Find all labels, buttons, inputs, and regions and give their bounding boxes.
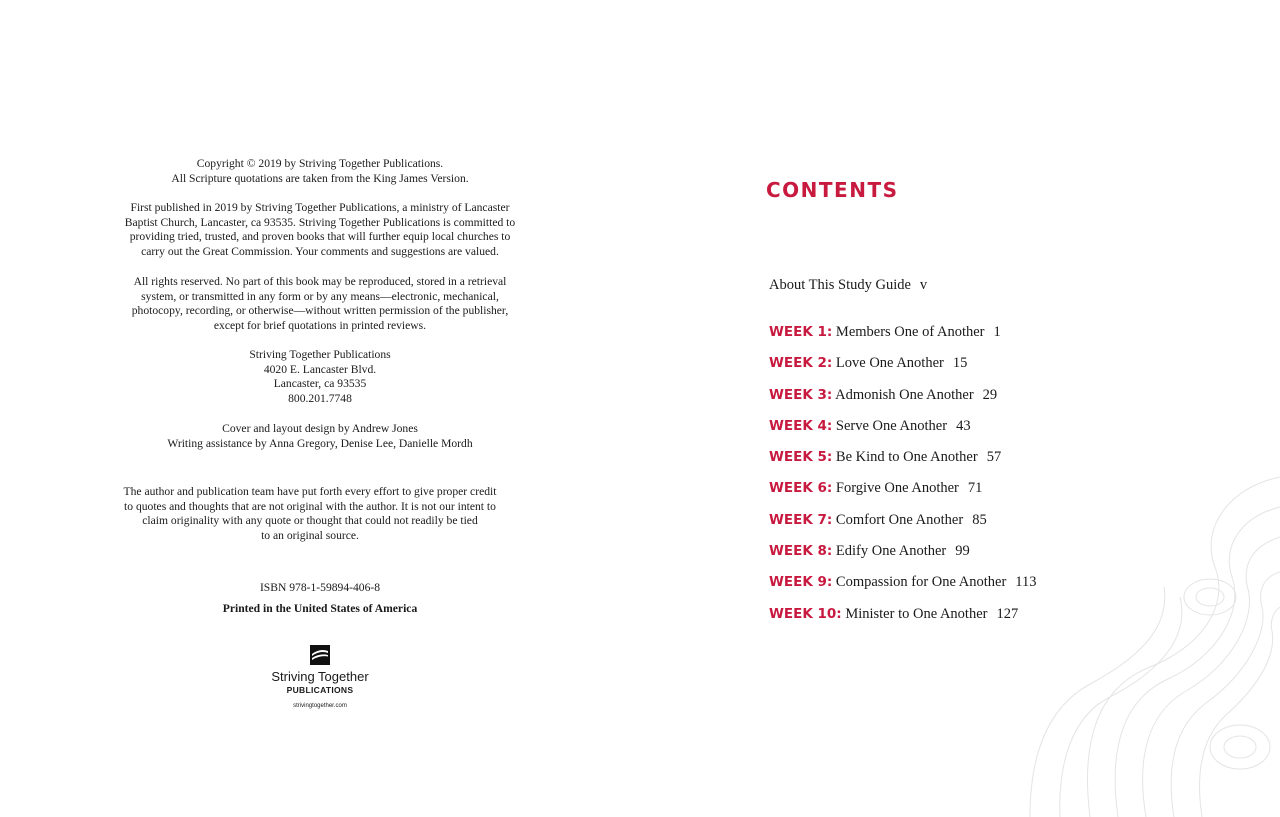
text-line: carry out the Great Commission. Your comments and suggestions are valued. bbox=[141, 245, 499, 259]
toc-title: Minister to One Another bbox=[845, 605, 988, 622]
address-line: Lancaster, ca 93535 bbox=[273, 377, 367, 391]
toc-week-label: WEEK 6: bbox=[769, 480, 833, 497]
toc-week-label: WEEK 8: bbox=[769, 543, 833, 560]
text-line: except for brief quotations in printed reviews. bbox=[213, 319, 427, 333]
text-line: photocopy, recording, or otherwise—without written permission of the publisher, bbox=[131, 304, 509, 318]
text-line: All rights reserved. No part of this book may be reproduced, stored in a retrieval bbox=[133, 275, 507, 288]
contents-page bbox=[640, 0, 1280, 817]
topographic-decoration bbox=[1000, 417, 1280, 817]
logo-subtitle: PUBLICATIONS bbox=[286, 685, 354, 695]
text-line: system, or transmitted in any form or by any means—electronic, mechanical, bbox=[141, 289, 499, 303]
text-line: The author and publication team have put forth every effort to give proper credit bbox=[123, 485, 497, 498]
printed-in bbox=[60, 602, 580, 617]
toc-week-label: WEEK 9: bbox=[769, 574, 833, 591]
toc-title: Compassion for One Another bbox=[835, 574, 1007, 591]
toc-week-label: WEEK 10: bbox=[769, 605, 842, 622]
toc-page-number: 99 bbox=[955, 543, 970, 560]
printed-text: Printed in the United States of America bbox=[222, 602, 418, 615]
text-line: claim originality with any quote or thought that could not readily be tied bbox=[142, 514, 478, 528]
toc-title: Admonish One Another bbox=[835, 386, 974, 403]
rights-paragraph bbox=[60, 275, 580, 334]
toc-entry bbox=[769, 324, 1037, 355]
toc-title: Serve One Another bbox=[835, 417, 948, 434]
toc-page-number: 71 bbox=[967, 480, 983, 497]
text-line: First published in 2019 by Striving Together Publications, a ministry of Lancaster bbox=[130, 201, 510, 214]
toc-title: Edify One Another bbox=[835, 543, 947, 560]
isbn bbox=[60, 581, 580, 596]
toc-about-page: v bbox=[919, 277, 928, 293]
text-line: Baptist Church, Lancaster, ca 93535. Striving Together Publications is committed to bbox=[124, 215, 516, 229]
toc-entry bbox=[769, 449, 1037, 480]
disclaimer bbox=[50, 485, 570, 544]
toc-title: Comfort One Another bbox=[835, 511, 964, 528]
toc-title: Members One of Another bbox=[835, 324, 985, 340]
toc-entry bbox=[769, 543, 1037, 574]
logo-name: Striving Together bbox=[271, 669, 369, 684]
toc-list bbox=[769, 324, 1037, 637]
toc-entry bbox=[769, 512, 1037, 543]
toc-page-number: 1 bbox=[993, 324, 1001, 340]
toc-entry bbox=[769, 418, 1037, 449]
address-line: Striving Together Publications bbox=[249, 348, 391, 361]
text-line: to an original source. bbox=[261, 529, 359, 543]
toc-entry bbox=[769, 355, 1037, 386]
toc-about-entry bbox=[769, 277, 927, 294]
credits bbox=[60, 422, 580, 451]
toc-page-number: 85 bbox=[972, 511, 987, 528]
toc-page-number: 15 bbox=[952, 355, 968, 372]
toc-title: Be Kind to One Another bbox=[835, 449, 978, 466]
credit-line: Writing assistance by Anna Gregory, Denise Lee, Danielle Mordh bbox=[167, 436, 473, 450]
text-line: providing tried, trusted, and proven books that will further equip local churches to bbox=[129, 230, 511, 244]
publication-paragraph bbox=[60, 201, 580, 260]
copyright-notice bbox=[60, 157, 580, 186]
credit-line: Cover and layout design by Andrew Jones bbox=[222, 422, 418, 435]
toc-page-number: 29 bbox=[982, 386, 998, 403]
toc-week-label: WEEK 2: bbox=[769, 355, 833, 372]
address-line: 4020 E. Lancaster Blvd. bbox=[263, 362, 377, 376]
isbn-text: ISBN 978-1-59894-406-8 bbox=[259, 581, 381, 594]
scripture-line: All Scripture quotations are taken from the King James Version. bbox=[171, 171, 469, 185]
address-line: 800.201.7748 bbox=[288, 392, 352, 406]
copyright-line: Copyright © 2019 by Striving Together Publications. bbox=[196, 157, 444, 170]
publisher-address bbox=[60, 348, 580, 407]
contents-heading: CONTENTS bbox=[766, 178, 899, 202]
text-line: to quotes and thoughts that are not original with the author. It is not our intent to bbox=[124, 499, 496, 513]
toc-page-number: 57 bbox=[986, 449, 1002, 466]
toc-entry bbox=[769, 606, 1037, 637]
toc-entry bbox=[769, 574, 1037, 605]
toc-title: Forgive One Another bbox=[835, 480, 959, 497]
toc-week-label: WEEK 5: bbox=[769, 449, 833, 466]
toc-page-number: 127 bbox=[996, 605, 1019, 622]
toc-week-label: WEEK 7: bbox=[769, 511, 833, 528]
publisher-logo bbox=[250, 645, 390, 709]
toc-week-label: WEEK 4: bbox=[769, 417, 833, 434]
toc-week-label: WEEK 3: bbox=[769, 386, 833, 403]
toc-about-label: About This Study Guide bbox=[769, 277, 911, 293]
toc-title: Love One Another bbox=[835, 355, 944, 372]
toc-entry bbox=[769, 480, 1037, 511]
toc-page-number: 43 bbox=[956, 417, 971, 434]
publisher-url: strivingtogether.com bbox=[293, 703, 347, 709]
toc-page-number: 113 bbox=[1015, 574, 1037, 591]
toc-week-label: WEEK 1: bbox=[769, 324, 833, 340]
toc-entry bbox=[769, 387, 1037, 418]
publisher-mark-icon bbox=[310, 645, 330, 665]
